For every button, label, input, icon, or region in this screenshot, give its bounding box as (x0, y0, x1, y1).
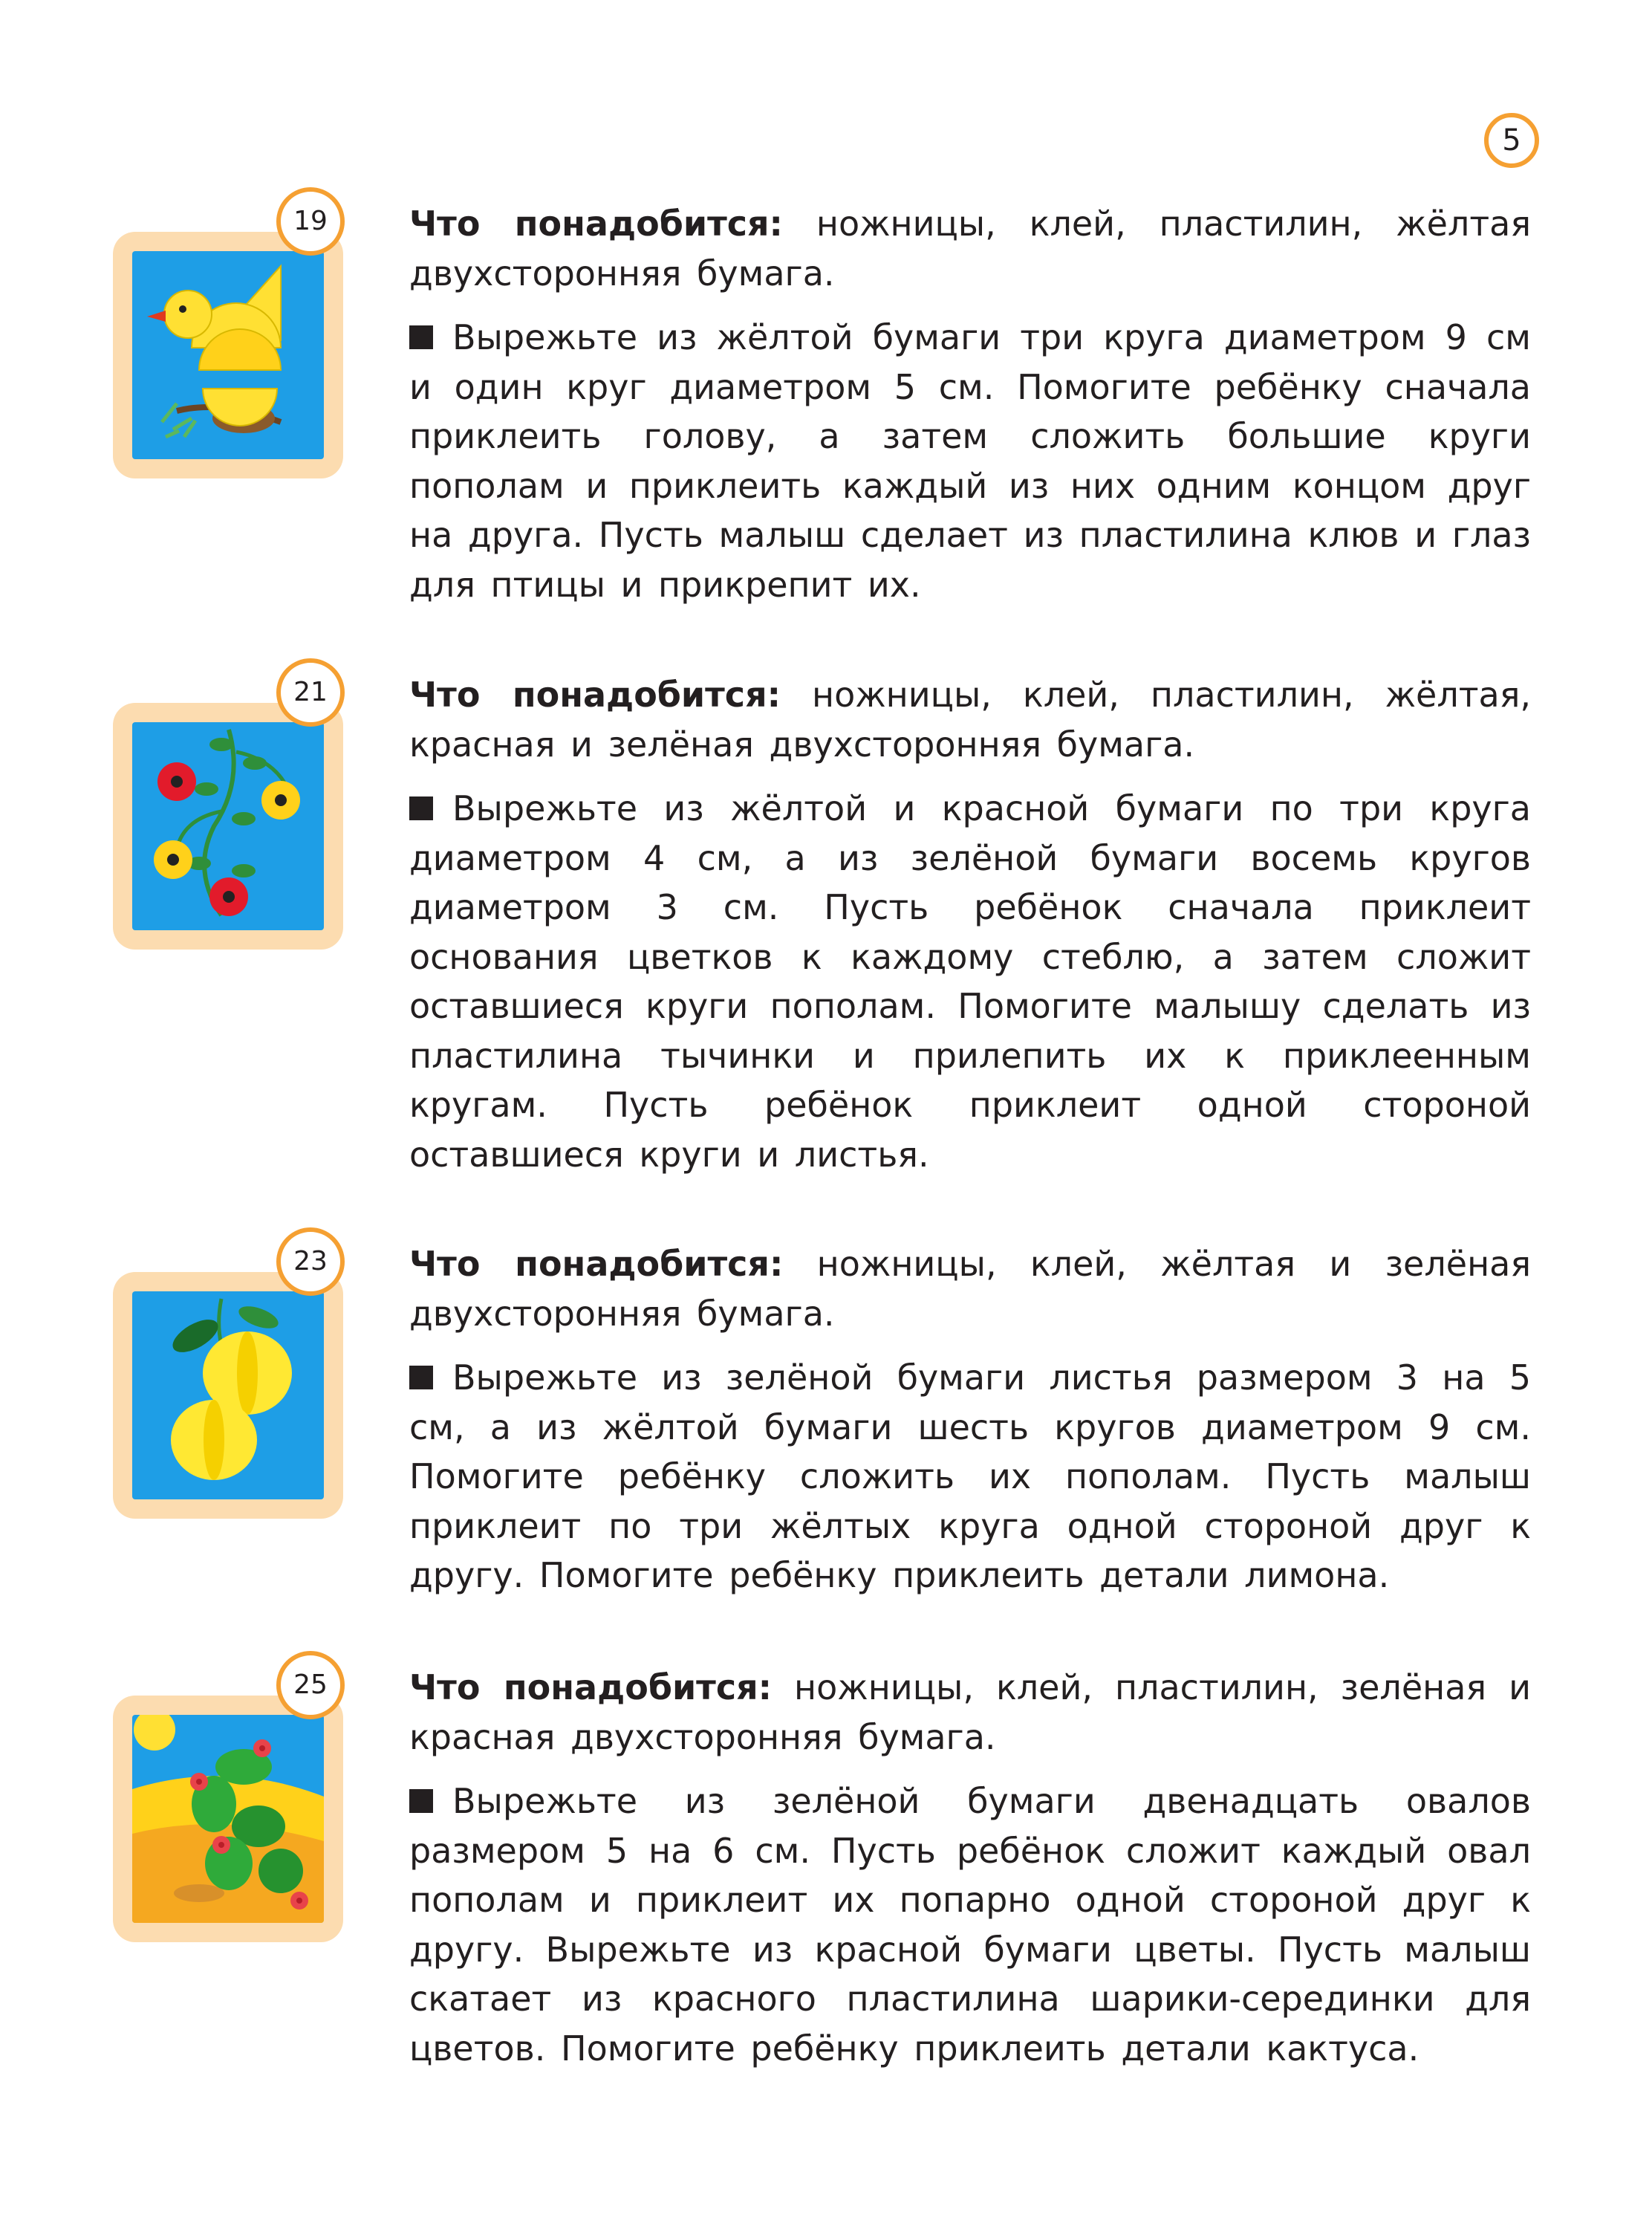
bullet-icon (409, 1789, 433, 1813)
bullet-icon (409, 1366, 433, 1389)
craft-description (409, 1239, 1531, 1600)
craft-thumbnail-frame (113, 1696, 343, 1942)
materials-label: Что понадобится: (409, 675, 781, 715)
lemon-craft-image (132, 1291, 324, 1499)
materials-paragraph (409, 199, 1531, 298)
materials-label: Что понадобится: (409, 1667, 773, 1707)
instructions-text: Вырежьте из жёлтой бумаги три круга диаметром 9 см и один круг диаметром 5 см. Помогите ребёнку сначала приклеить голову, а затем сложить большие круги пополам и приклеить каждый из них одним концом друг на друга. Пусть малыш сделает из пластилина клюв и глаз для птицы и прикрепит их. (409, 317, 1531, 605)
materials-label: Что понадобится: (409, 204, 783, 244)
instructions-text: Вырежьте из жёлтой и красной бумаги по три круга диаметром 4 см, а из зелёной бумаги восемь кругов диаметром 3 см. Пусть ребёнок сначала приклеит основания цветков к каждому стеблю, а затем сложит оставшиеся круги пополам. Помогите малышу сделать из пластилина тычинки и прилепить их к приклеенным кругам. Пусть ребёнок приклеит одной стороной оставшиеся круги и листья. (409, 788, 1531, 1175)
materials-text: ножницы, клей, пластилин, жёлтая двухсторонняя бумага. (409, 204, 1531, 293)
materials-text: ножницы, клей, пластилин, жёлтая, красная и зелёная двухсторонняя бумага. (409, 675, 1532, 765)
instructions-paragraph (409, 784, 1531, 1179)
bullet-icon (409, 325, 433, 349)
craft-thumbnail-frame (113, 703, 343, 950)
craft-number-badge: 23 (276, 1227, 345, 1296)
craft-number-badge: 21 (276, 658, 345, 727)
instructions-paragraph (409, 313, 1531, 609)
materials-paragraph (409, 1239, 1531, 1338)
instructions-paragraph (409, 1777, 1531, 2073)
craft-number-badge: 19 (276, 187, 345, 256)
craft-number-badge: 25 (276, 1651, 345, 1719)
page-number: 5 (1484, 113, 1539, 168)
flowers-craft-image (132, 722, 324, 930)
craft-thumbnail-frame (113, 1272, 343, 1519)
craft-description (409, 1663, 1531, 2073)
instructions-paragraph (409, 1353, 1531, 1600)
chick-craft-image (132, 251, 324, 459)
bullet-icon (409, 796, 433, 820)
materials-text: ножницы, клей, жёлтая и зелёная двухсторонняя бумага. (409, 1244, 1532, 1334)
craft-description (409, 670, 1531, 1179)
instructions-text: Вырежьте из зелёной бумаги двенадцать овалов размером 5 на 6 см. Пусть ребёнок сложит каждый овал пополам и приклеит их попарно одной стороной друг к другу. Вырежьте из красной бумаги цветы. Пусть малыш скатает из красного пластилина шарики-серединки для цветов. Помогите ребёнку приклеить детали кактуса. (409, 1781, 1531, 2069)
materials-text: ножницы, клей, пластилин, зелёная и красная двухсторонняя бумага. (409, 1667, 1531, 1757)
materials-paragraph (409, 670, 1531, 769)
craft-description (409, 199, 1531, 609)
materials-label: Что понадобится: (409, 1244, 784, 1284)
cactus-craft-image (132, 1715, 324, 1923)
instructions-text: Вырежьте из зелёной бумаги листья размером 3 на 5 см, а из жёлтой бумаги шесть кругов диаметром 9 см. Помогите ребёнку сложить их пополам. Пусть малыш приклеит по три жёлтых круга одной стороной друг к другу. Помогите ребёнку приклеить детали лимона. (409, 1357, 1531, 1595)
materials-paragraph (409, 1663, 1531, 1762)
craft-thumbnail-frame (113, 232, 343, 478)
